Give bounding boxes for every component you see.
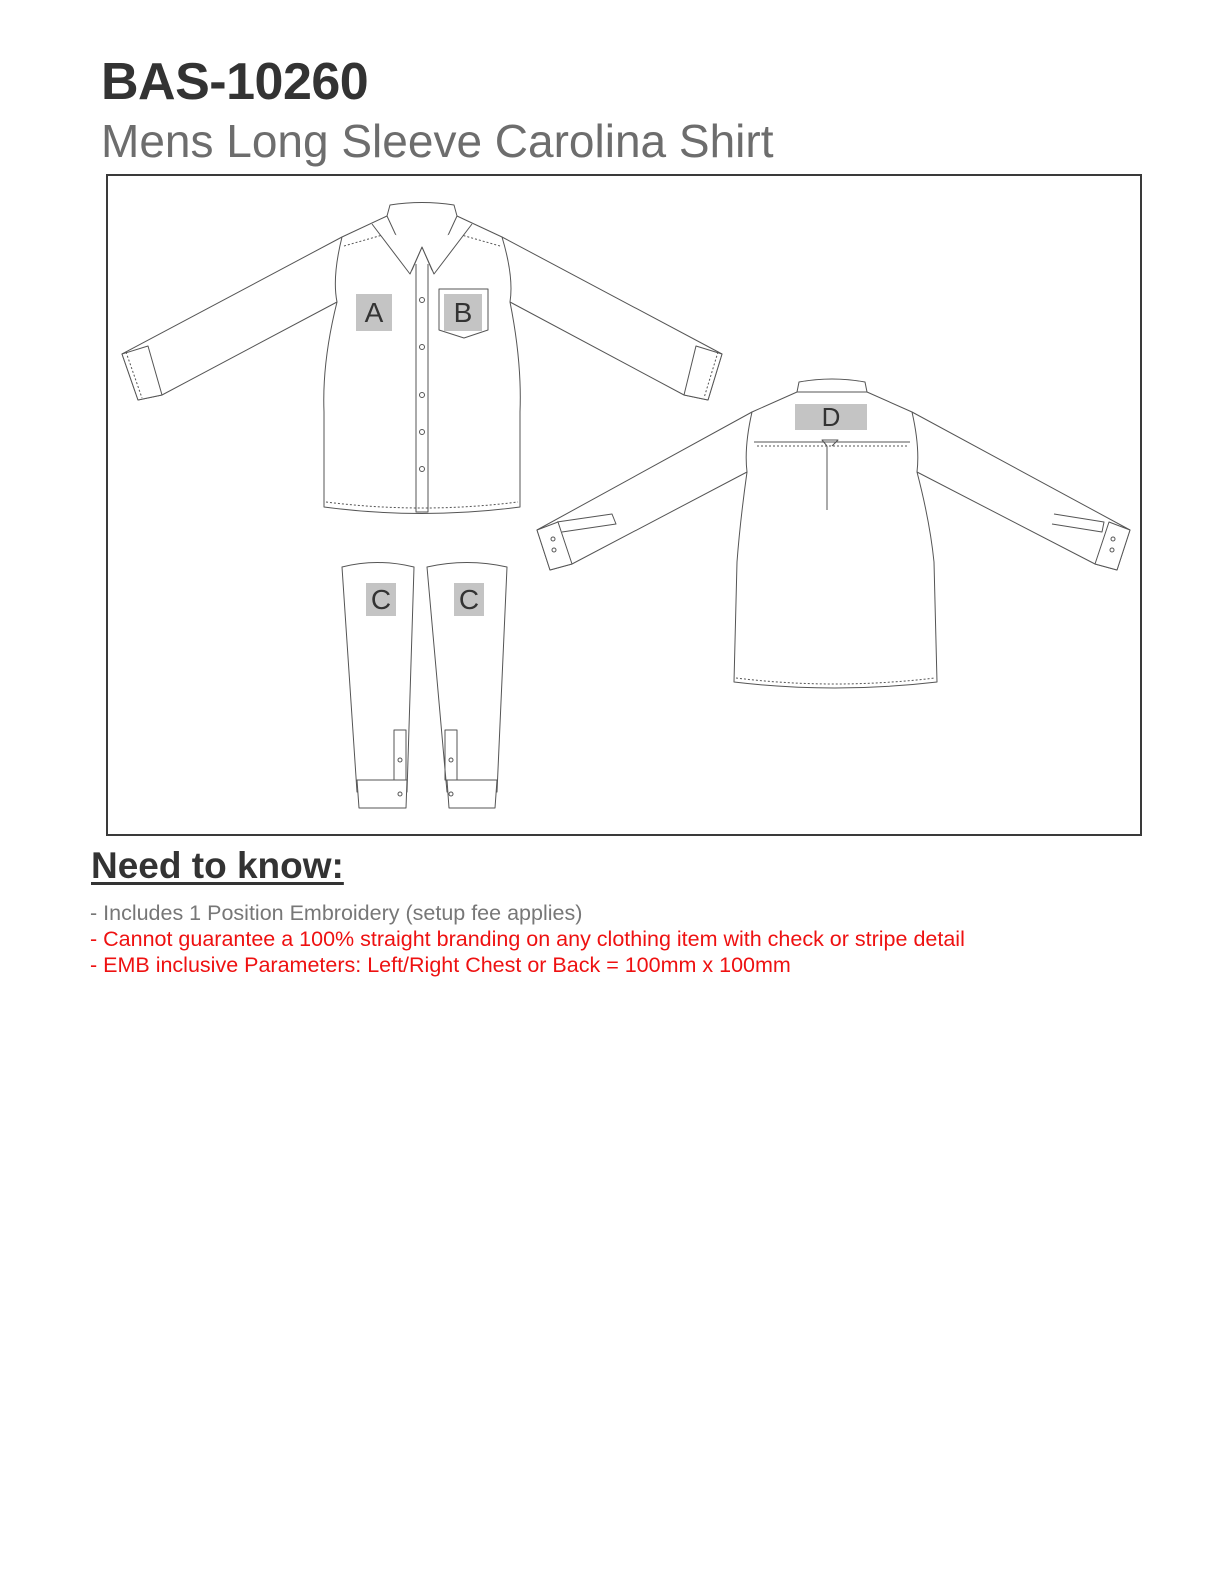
back-collar	[797, 379, 867, 392]
garment-diagram-frame	[106, 174, 1142, 836]
back-right-sleeve	[912, 412, 1130, 570]
back-body	[734, 392, 937, 688]
note-branding-warning: - Cannot guarantee a 100% straight branding on any clothing item with check or stripe detail	[90, 927, 965, 951]
embroidery-zone-d-label: D	[795, 404, 867, 430]
need-to-know-heading: Need to know:	[91, 845, 344, 886]
note-embroidery-included: - Includes 1 Position Embroidery (setup fee applies)	[90, 901, 583, 925]
embroidery-zone-c-right-label: C	[454, 583, 484, 616]
need-to-know-notes	[90, 900, 965, 978]
embroidery-zone-c-left-label: C	[366, 583, 396, 616]
product-code: BAS-10260	[101, 53, 369, 111]
note-emb-parameters: - EMB inclusive Parameters: Left/Right Chest or Back = 100mm x 100mm	[90, 953, 791, 977]
product-name: Mens Long Sleeve Carolina Shirt	[101, 115, 774, 167]
embroidery-zone-a-label: A	[356, 294, 392, 331]
back-left-sleeve	[537, 412, 752, 570]
shirt-flat-drawing	[108, 176, 1140, 834]
embroidery-zone-b-label: B	[444, 294, 482, 331]
